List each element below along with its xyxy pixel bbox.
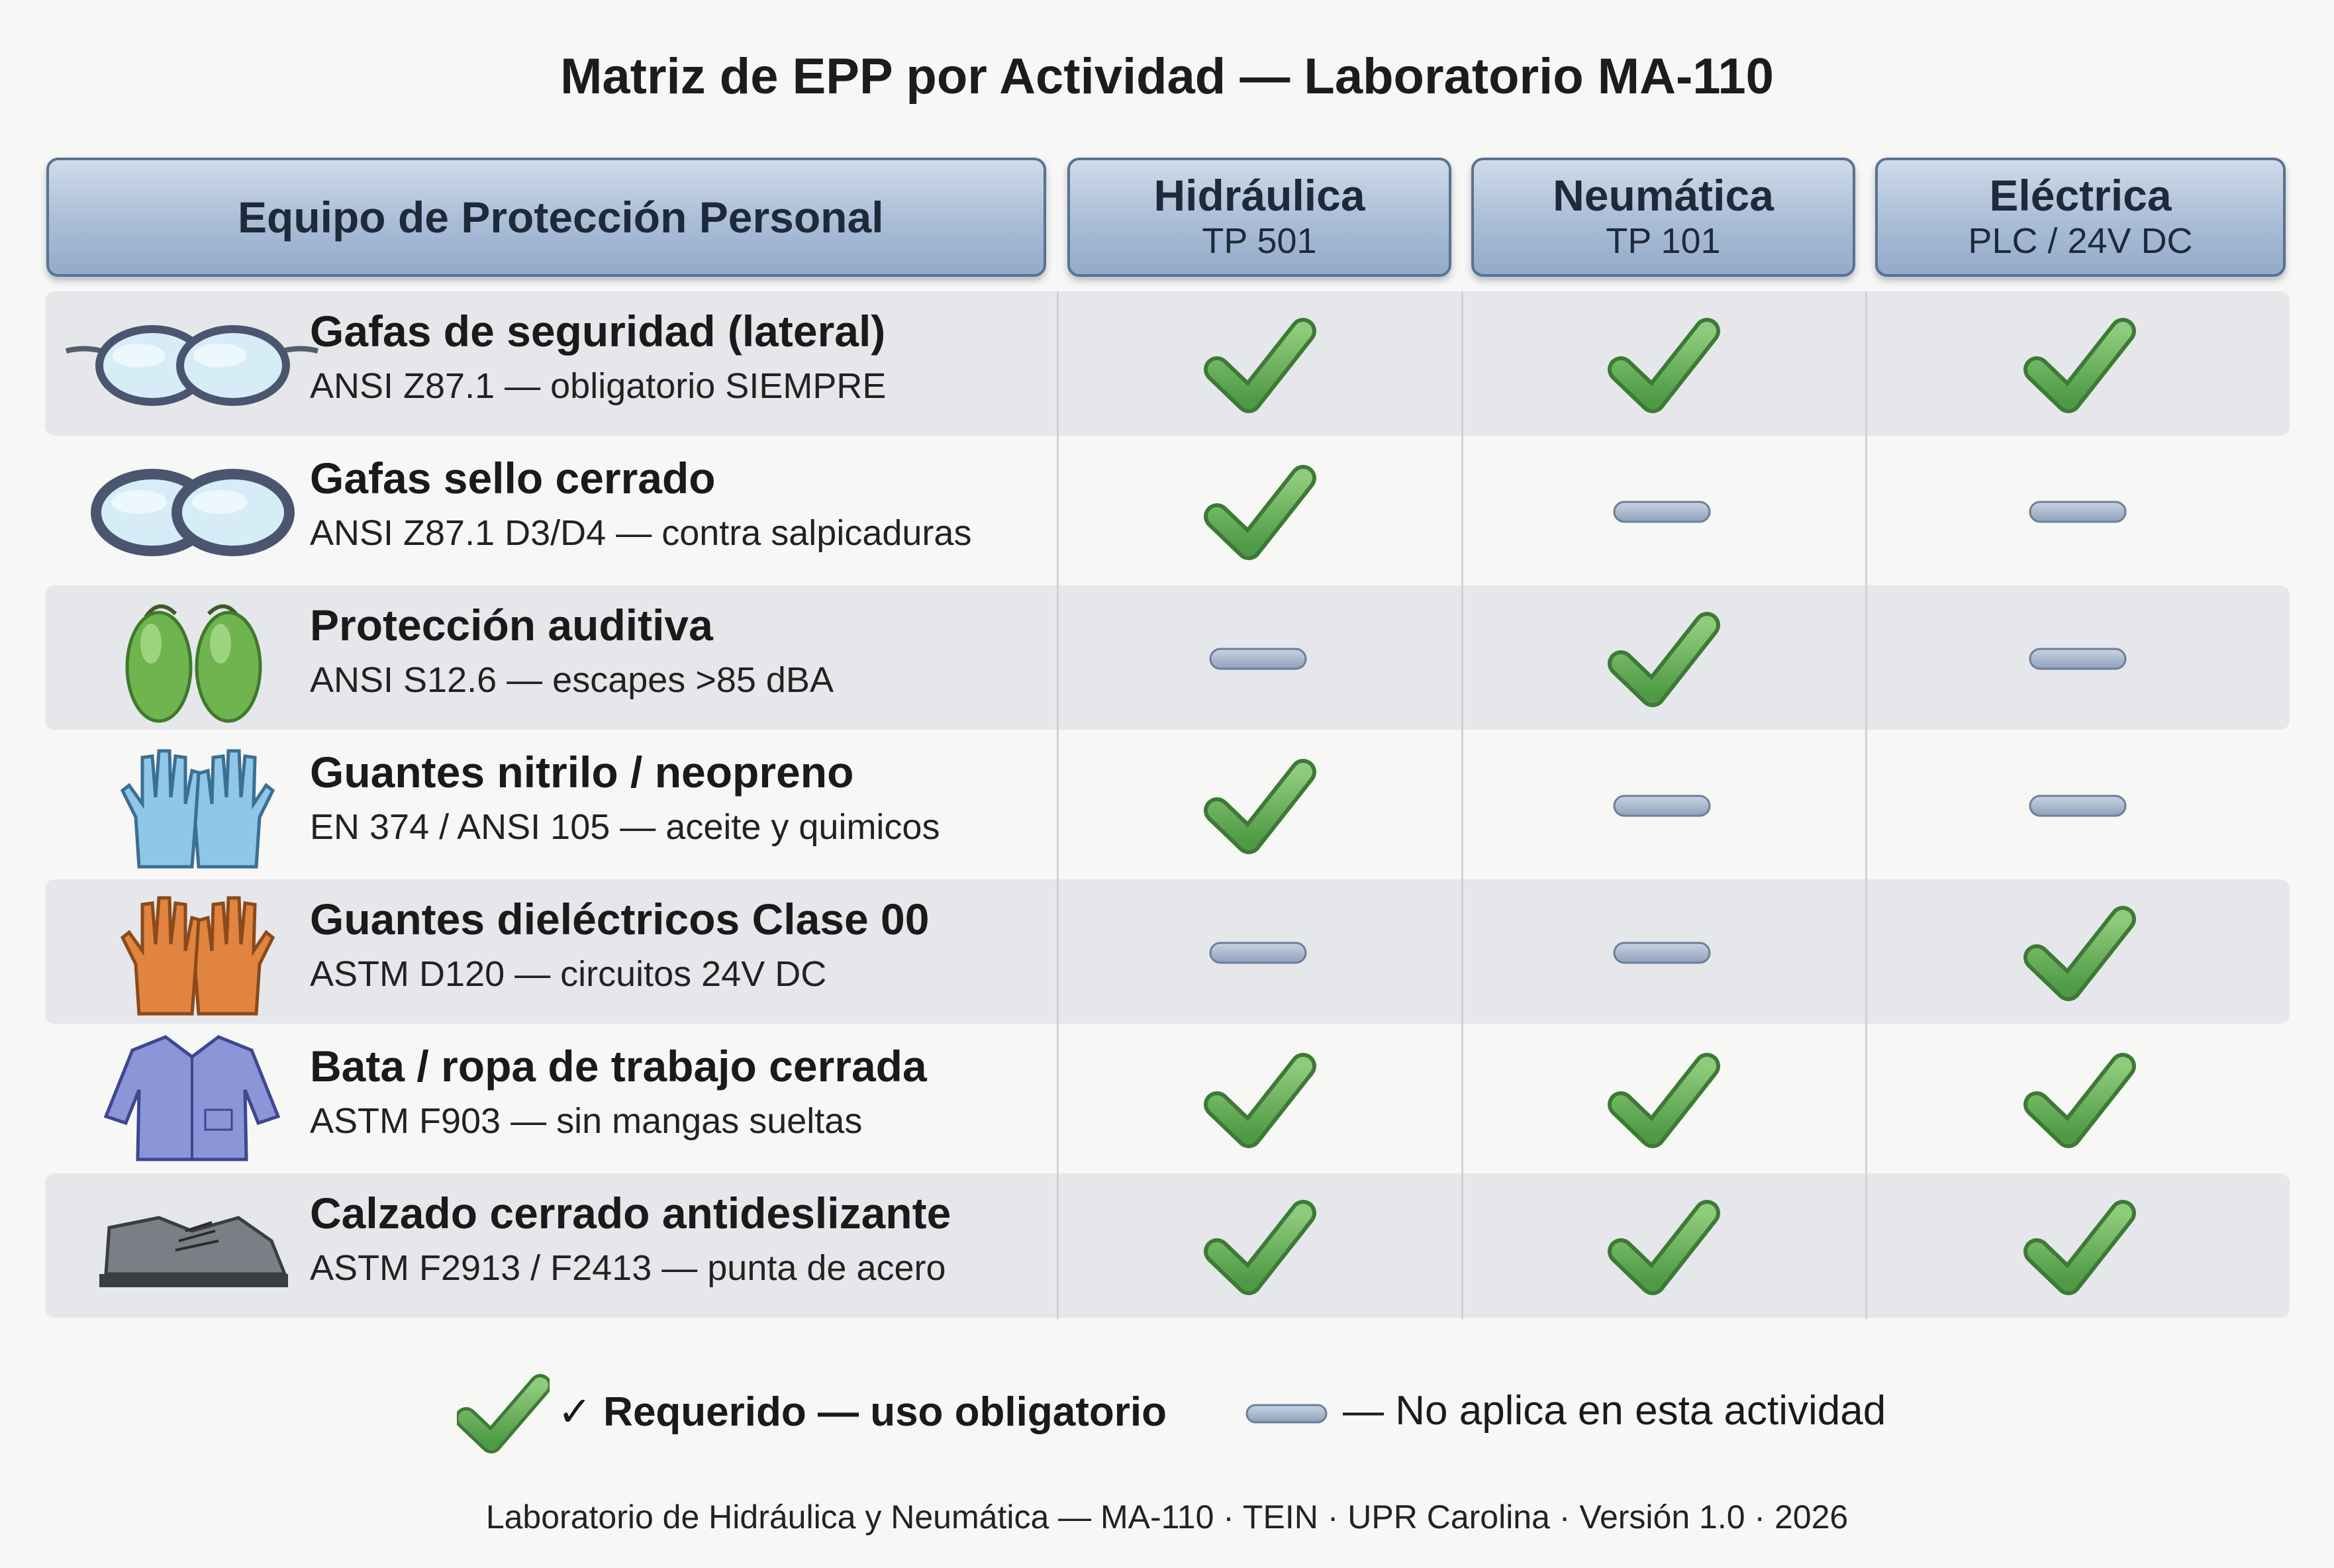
column-divider [1865, 291, 1867, 1319]
required-check-icon [2012, 311, 2144, 417]
ppe-standard: ASTM F2913 / F2413 — punta de acero [310, 1248, 946, 1288]
safety-shoe-icon [60, 1181, 324, 1314]
column-divider [1461, 291, 1463, 1319]
header-activity-code: PLC / 24V DC [1968, 220, 2193, 261]
header-electrica [1875, 158, 2286, 277]
footer: Laboratorio de Hidráulica y Neumática — MA-110 · TEIN · UPR Carolina · Versión 1.0 · 2026 [485, 1498, 1849, 1536]
legend-na-label: — No aplica en esta actividad [1343, 1388, 1886, 1434]
required-check-icon [1192, 1046, 1324, 1152]
required-check-icon [1192, 311, 1324, 417]
not-applicable-dash-icon [2012, 605, 2144, 711]
header-activity-name: Eléctrica [1989, 171, 2172, 220]
ppe-name: Calzado cerrado antideslizante [310, 1189, 951, 1238]
header-activity-code: TP 501 [1202, 220, 1317, 261]
ppe-standard: EN 374 / ANSI 105 — aceite y quimicos [310, 807, 940, 847]
not-applicable-dash-icon [1596, 899, 1728, 1005]
ppe-name: Guantes dieléctricos Clase 00 [310, 895, 930, 944]
page-title: Matriz de EPP por Actividad — Laboratorio MA-110 [560, 48, 1774, 105]
required-check-icon [1192, 752, 1324, 858]
not-applicable-dash-icon [1596, 752, 1728, 858]
header-activity-code: TP 101 [1606, 220, 1721, 261]
ppe-standard: ASTM F903 — sin mangas sueltas [310, 1101, 863, 1141]
ppe-name: Bata / ropa de trabajo cerrada [310, 1042, 927, 1091]
safety-glasses-icon [60, 299, 324, 432]
header-activity-name: Hidráulica [1153, 171, 1365, 220]
required-check-icon [1192, 1193, 1324, 1299]
header-activity-name: Neumática [1553, 171, 1774, 220]
ppe-name: Protección auditiva [310, 601, 713, 650]
ppe-name: Gafas sello cerrado [310, 454, 716, 503]
required-check-icon [2012, 1046, 2144, 1152]
required-check-icon [1596, 1046, 1728, 1152]
ppe-name: Gafas de seguridad (lateral) [310, 307, 886, 356]
column-divider [1057, 291, 1059, 1319]
legend-required-label: ✓ Requerido — uso obligatorio [558, 1389, 1167, 1435]
ppe-standard: ASTM D120 — circuitos 24V DC [310, 954, 827, 994]
sealed-goggles-icon [60, 446, 324, 579]
ppe-standard: ANSI Z87.1 D3/D4 — contra salpicaduras [310, 513, 972, 553]
header-equipment-label: Equipo de Protección Personal [238, 192, 884, 242]
header-equipment [46, 158, 1046, 277]
required-check-icon [1596, 605, 1728, 711]
ppe-standard: ANSI Z87.1 — obligatorio SIEMPRE [310, 366, 887, 406]
required-check-icon [1596, 311, 1728, 417]
required-check-icon [1596, 1193, 1728, 1299]
required-check-icon [2012, 1193, 2144, 1299]
ppe-standard: ANSI S12.6 — escapes >85 dBA [310, 660, 834, 700]
ppe-name: Guantes nitrilo / neopreno [310, 748, 854, 797]
not-applicable-dash-icon [1596, 458, 1728, 564]
dielectric-gloves-icon [60, 885, 324, 1017]
header-hidraulica [1067, 158, 1451, 277]
earplugs-icon [60, 591, 324, 723]
not-applicable-dash-icon [1192, 899, 1324, 1005]
required-check-icon [2012, 899, 2144, 1005]
lab-coat-icon [60, 1030, 324, 1163]
not-applicable-dash-icon [2012, 458, 2144, 564]
required-check-icon [1192, 458, 1324, 564]
not-applicable-dash-icon [1192, 605, 1324, 711]
legend-check-icon [457, 1371, 550, 1457]
not-applicable-dash-icon [2012, 752, 2144, 858]
nitrile-gloves-icon [60, 738, 324, 870]
header-neumatica [1471, 158, 1855, 277]
legend-dash-icon [1243, 1371, 1330, 1457]
